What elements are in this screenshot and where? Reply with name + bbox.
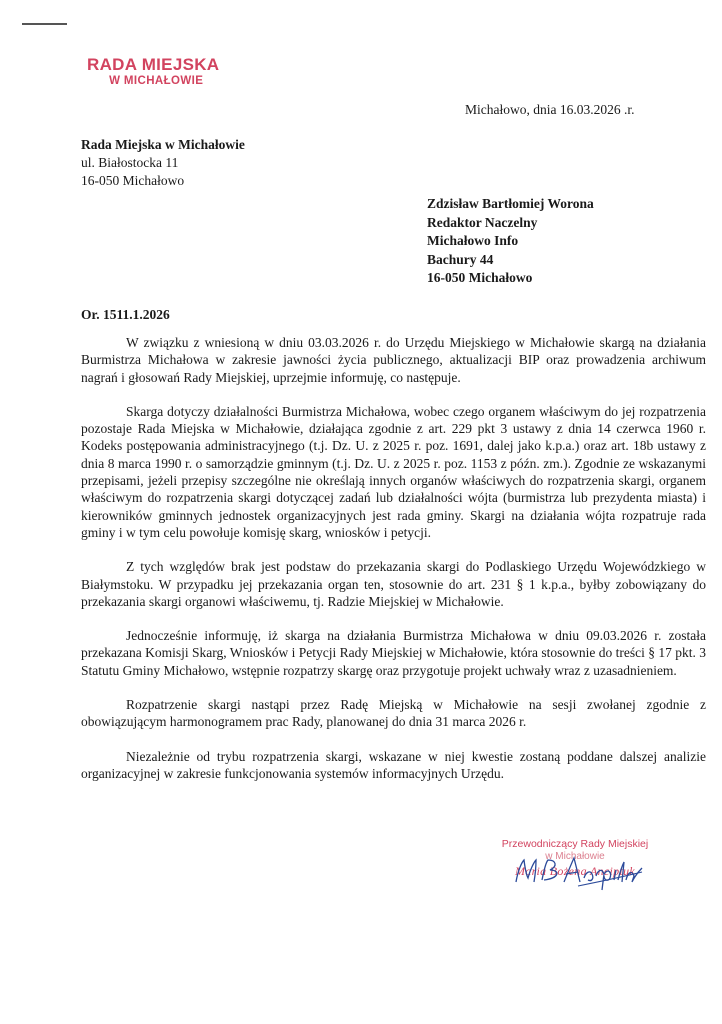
letter-body <box>81 334 706 799</box>
stamp-name: Maria Bożena Anciptuk <box>514 864 636 878</box>
paragraph: Rozpatrzenie skargi nastąpi przez Radę Miejską w Michałowie na sesji zwołanej zgodnie z obowiązującym harmonogramem prac Rady, planowanej do dnia 31 marca 2026 r. <box>81 697 706 730</box>
paragraph: W związku z wniesioną w dniu 03.03.2026 r. do Urzędu Miejskiego w Michałowie skargą na działania Burmistrza Michałowa w zakresie jawności życia publicznego, aktualizacji BIP oraz prowadzenia archiwum nagrań i głosowań Rady Miejskiej, uprzejmie informuję, co następuje. <box>81 335 706 385</box>
council-logo <box>87 56 219 88</box>
reference-number: Or. 1511.1.2026 <box>81 307 170 322</box>
paragraph: Skarga dotyczy działalności Burmistrza Michałowa, wobec czego organem właściwym do jej rozpatrzenia pozostaje Rada Miejska w Michałowie, działająca zgodnie z art. 229 pkt 3 ustawy z dnia 14 czerwca 1960 r. Kodeks postępowania administracyjnego (t.j. Dz. U. z 2025 r. poz. 1691, dalej jako k.p.a.) oraz art. 18b ustawy z dnia 8 marca 1990 r. o samorządzie gminnym (t.j. Dz. U. z 2025 r. poz. 1153 z późn. zm.). Zgodnie ze wskazanymi przepisami, jeżeli przepisy szczególne nie określają innych organów właściwych do rozpatrzenia skargi, organem właściwym do rozpatrzenia skargi dotyczącej zadań lub działalności wójta (burmistrza lub prezydenta miasta) i kierowników gminnych jednostek organizacyjnych jest rada gminy. Skargi na działania wójta rozpatruje rada gminy i w tym celu powołuje komisję skarg, wniosków i petycji. <box>81 403 706 540</box>
sender-address <box>81 136 245 190</box>
recipient-position: Redaktor Naczelny <box>427 214 538 230</box>
handwritten-signature-icon <box>508 852 648 892</box>
recipient-city: 16-050 Michałowo <box>427 270 533 285</box>
recipient-street: Bachury 44 <box>427 251 494 267</box>
recipient-organization: Michałowo Info <box>427 233 519 248</box>
paragraph: Jednocześnie informuję, iż skarga na działania Burmistrza Michałowa w dniu 09.03.2026 r. została przekazana Komisji Skarg, Wniosków i Petycji Rady Miejskiej w Michałowie, która stosownie do treści § 17 pkt. 3 Statutu Gminy Michałowo, wstępnie rozpatrzy skargę oraz przygotuje projekt uchwały wraz z uzasadnieniem. <box>81 628 706 678</box>
logo-line-1: RADA MIEJSKA <box>87 55 220 74</box>
logo-line-2: W MICHAŁOWIE <box>109 75 204 87</box>
recipient-address <box>427 195 594 288</box>
scan-mark <box>22 23 67 25</box>
recipient-name: Zdzisław Bartłomiej Worona <box>427 196 594 211</box>
paragraph: Z tych względów brak jest podstaw do przekazania skargi do Podlaskiego Urzędu Wojewódzkiego w Białymstoku. W przypadku jej przekazania organ ten, stosownie do art. 231 § 1 k.p.a., byłby zobowiązany do przekazania skargi organowi właściwemu, tj. Radzie Miejskiej w Michałowie. <box>81 559 706 609</box>
sender-street: ul. Białostocka 11 <box>81 155 179 170</box>
document-date: Michałowo, dnia 16.03.2026 .r. <box>465 102 635 117</box>
stamp-title: Przewodniczący Rady Miejskiej <box>501 838 649 850</box>
sender-name: Rada Miejska w Michałowie <box>81 137 245 152</box>
sender-city: 16-050 Michałowo <box>81 173 185 188</box>
paragraph: Niezależnie od trybu rozpatrzenia skargi, wskazane w niej kwestie zostaną poddane dalszej analizie organizacyjnej w zakresie funkcjonowania systemów informacyjnych Urzędu. <box>81 748 706 781</box>
stamp-location: w Michałowie <box>545 851 605 862</box>
